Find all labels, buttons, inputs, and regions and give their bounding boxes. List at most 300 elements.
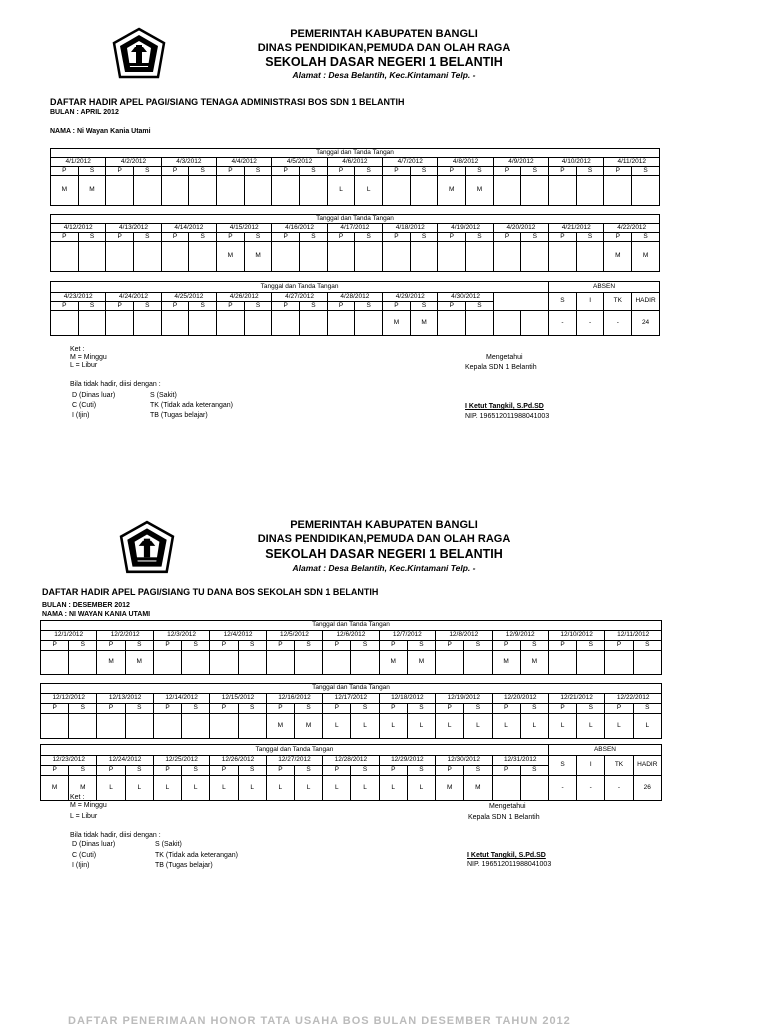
signer-name: I Ketut Tangkil, S.Pd.SD xyxy=(467,852,546,859)
mark-cell: L xyxy=(464,714,492,739)
code-tk: TK (Tidak ada keterangan) xyxy=(155,852,239,859)
mark-cell xyxy=(161,176,189,206)
pagi-label: P xyxy=(379,704,407,714)
pagi-label: P xyxy=(327,167,355,176)
siang-label: S xyxy=(182,641,210,651)
pagi-label: P xyxy=(548,704,576,714)
date-cell: 4/19/2012 xyxy=(438,224,493,233)
doc-title: DAFTAR HADIR APEL PAGI/SIANG TENAGA ADMINISTRASI BOS SDN 1 BELANTIH xyxy=(50,97,405,107)
mark-cell: L xyxy=(351,776,379,801)
mark-cell xyxy=(632,176,660,206)
gov-heading: PEMERINTAH KABUPATEN BANGLI xyxy=(290,519,478,531)
month-label: BULAN : APRIL 2012 xyxy=(50,109,119,116)
pagi-label: P xyxy=(266,704,294,714)
mark-cell: M xyxy=(266,714,294,739)
mark-cell xyxy=(238,651,266,675)
date-cell: 12/21/2012 xyxy=(548,694,604,704)
mark-cell: M xyxy=(520,651,548,675)
date-cell: 4/23/2012 xyxy=(51,293,106,302)
siang-label: S xyxy=(300,167,328,176)
ket-label: Ket : xyxy=(70,346,85,353)
mark-cell xyxy=(272,311,300,336)
mark-cell xyxy=(520,776,548,801)
date-cell: 4/8/2012 xyxy=(438,158,493,167)
date-cell: 4/16/2012 xyxy=(272,224,327,233)
pagi-label: P xyxy=(153,704,181,714)
mark-cell xyxy=(466,311,494,336)
mark-cell: M xyxy=(97,651,125,675)
siang-label: S xyxy=(182,704,210,714)
mark-cell xyxy=(300,242,328,272)
date-cell: 12/26/2012 xyxy=(210,756,266,766)
mark-cell: M xyxy=(217,242,245,272)
mark-cell: L xyxy=(266,776,294,801)
mark-cell xyxy=(244,311,272,336)
pagi-label: P xyxy=(161,233,189,242)
date-cell: 4/29/2012 xyxy=(383,293,438,302)
ket-libur: L = Libur xyxy=(70,362,98,369)
attendance-table-row3 xyxy=(40,744,662,801)
mark-cell: L xyxy=(605,714,633,739)
mark-cell: M xyxy=(407,651,435,675)
pagi-label: P xyxy=(383,302,411,311)
mark-cell xyxy=(294,651,322,675)
pagi-label: P xyxy=(493,167,521,176)
absen-value-hadir: 26 xyxy=(633,776,661,801)
pagi-label: P xyxy=(51,233,79,242)
date-cell: 12/3/2012 xyxy=(153,631,209,641)
dept-heading: DINAS PENDIDIKAN,PEMUDA DAN OLAH RAGA xyxy=(257,42,511,54)
mark-cell xyxy=(161,242,189,272)
pagi-label: P xyxy=(436,704,464,714)
pagi-label: P xyxy=(323,641,351,651)
siang-label: S xyxy=(300,233,328,242)
pagi-label: P xyxy=(41,641,69,651)
code-tb: TB (Tugas belajar) xyxy=(150,412,208,419)
mark-cell xyxy=(493,311,521,336)
siang-label: S xyxy=(238,704,266,714)
siang-label: S xyxy=(294,641,322,651)
month-label: BULAN : DESEMBER 2012 xyxy=(42,602,130,609)
date-cell: 4/28/2012 xyxy=(327,293,382,302)
mark-cell: M xyxy=(410,311,438,336)
date-cell: 12/18/2012 xyxy=(379,694,435,704)
absen-col-s: S xyxy=(548,756,576,776)
mark-cell: L xyxy=(436,714,464,739)
mark-cell: M xyxy=(125,651,153,675)
pagi-label: P xyxy=(41,766,69,776)
mark-cell xyxy=(51,311,79,336)
siang-label: S xyxy=(466,233,494,242)
absen-col-i: I xyxy=(577,756,605,776)
mark-cell: L xyxy=(327,176,355,206)
siang-label: S xyxy=(69,704,97,714)
mark-cell xyxy=(521,311,549,336)
pagi-label: P xyxy=(605,641,633,651)
mark-cell xyxy=(521,176,549,206)
pagi-label: P xyxy=(272,302,300,311)
mark-cell xyxy=(189,311,217,336)
mark-cell: L xyxy=(182,776,210,801)
siang-label: S xyxy=(576,167,604,176)
date-cell: 12/30/2012 xyxy=(436,756,492,766)
attendance-table-row1 xyxy=(40,620,662,675)
date-cell: 4/20/2012 xyxy=(493,224,548,233)
mark-cell xyxy=(605,651,633,675)
mark-cell: L xyxy=(379,776,407,801)
dept-heading: DINAS PENDIDIKAN,PEMUDA DAN OLAH RAGA xyxy=(257,533,511,545)
mark-cell xyxy=(323,651,351,675)
mark-cell: L xyxy=(294,776,322,801)
mark-cell xyxy=(134,176,162,206)
mark-cell: L xyxy=(407,714,435,739)
mark-cell xyxy=(78,242,106,272)
siang-label: S xyxy=(410,302,438,311)
siang-label: S xyxy=(189,302,217,311)
date-cell: 12/2/2012 xyxy=(97,631,153,641)
mark-cell: L xyxy=(153,776,181,801)
mengetahui-label: Mengetahui xyxy=(486,354,523,361)
siang-label: S xyxy=(351,704,379,714)
pagi-label: P xyxy=(106,233,134,242)
siang-label: S xyxy=(182,766,210,776)
mark-cell xyxy=(493,176,521,206)
mark-cell xyxy=(466,242,494,272)
date-cell: 4/27/2012 xyxy=(272,293,327,302)
pagi-label: P xyxy=(217,302,245,311)
siang-label: S xyxy=(351,641,379,651)
date-cell: 12/28/2012 xyxy=(323,756,379,766)
mark-cell xyxy=(549,242,577,272)
date-cell: 4/11/2012 xyxy=(604,158,660,167)
date-cell: 12/8/2012 xyxy=(436,631,492,641)
pagi-label: P xyxy=(272,167,300,176)
date-cell: 4/12/2012 xyxy=(51,224,106,233)
date-cell: 12/17/2012 xyxy=(323,694,379,704)
date-cell: 12/7/2012 xyxy=(379,631,435,641)
pagi-label: P xyxy=(549,233,577,242)
mark-cell xyxy=(355,242,383,272)
signer-nip: NIP. 196512011988041003 xyxy=(465,413,550,420)
pagi-label: P xyxy=(210,704,238,714)
mark-cell xyxy=(272,242,300,272)
code-ijin: I (Ijin) xyxy=(72,412,90,419)
mengetahui-label: Mengetahui xyxy=(489,803,526,810)
ket-libur: L = Libur xyxy=(70,813,98,820)
pagi-label: P xyxy=(161,167,189,176)
absen-value-hadir: 24 xyxy=(632,311,660,336)
pagi-label: P xyxy=(97,766,125,776)
tanggal-heading: Tanggal dan Tanda Tangan xyxy=(51,149,660,158)
mark-cell xyxy=(210,714,238,739)
pagi-label: P xyxy=(266,766,294,776)
siang-label: S xyxy=(69,766,97,776)
siang-label: S xyxy=(577,704,605,714)
mark-cell: M xyxy=(294,714,322,739)
pagi-label: P xyxy=(327,233,355,242)
mark-cell xyxy=(410,242,438,272)
bila-label: Bila tidak hadir, diisi dengan : xyxy=(70,381,161,388)
date-cell: 12/14/2012 xyxy=(153,694,209,704)
code-dinas: D (Dinas luar) xyxy=(72,392,116,399)
siang-label: S xyxy=(69,641,97,651)
pagi-label: P xyxy=(383,167,411,176)
siang-label: S xyxy=(294,766,322,776)
mark-cell xyxy=(217,176,245,206)
date-cell: 4/2/2012 xyxy=(106,158,161,167)
code-cuti: C (Cuti) xyxy=(72,402,97,409)
code-tk: TK (Tidak ada keterangan) xyxy=(150,402,234,409)
attendance-table-row2 xyxy=(50,214,660,272)
siang-label: S xyxy=(576,233,604,242)
mark-cell xyxy=(69,714,97,739)
date-cell: 4/9/2012 xyxy=(493,158,548,167)
date-cell: 4/24/2012 xyxy=(106,293,161,302)
siang-label: S xyxy=(238,766,266,776)
mark-cell: M xyxy=(632,242,660,272)
absen-col-i: I xyxy=(576,293,604,311)
date-cell: 12/13/2012 xyxy=(97,694,153,704)
mark-cell xyxy=(161,311,189,336)
pagi-label: P xyxy=(217,167,245,176)
mark-cell xyxy=(327,311,355,336)
pagi-label: P xyxy=(493,233,521,242)
pagi-label: P xyxy=(210,641,238,651)
siang-label: S xyxy=(355,167,383,176)
date-cell: 12/9/2012 xyxy=(492,631,548,641)
mark-cell xyxy=(182,714,210,739)
pagi-label: P xyxy=(438,167,466,176)
date-cell: 4/3/2012 xyxy=(161,158,216,167)
date-cell: 4/6/2012 xyxy=(327,158,382,167)
siang-label: S xyxy=(464,641,492,651)
siang-label: S xyxy=(351,766,379,776)
mark-cell xyxy=(548,651,576,675)
pagi-label: P xyxy=(492,704,520,714)
name-label: NAMA : NI WAYAN KANIA UTAMI xyxy=(42,611,151,618)
siang-label: S xyxy=(521,233,549,242)
siang-label: S xyxy=(577,641,605,651)
pagi-label: P xyxy=(438,233,466,242)
siang-label: S xyxy=(125,641,153,651)
siang-label: S xyxy=(134,233,162,242)
pagi-label: P xyxy=(549,167,577,176)
mark-cell: M xyxy=(438,176,466,206)
siang-label: S xyxy=(632,167,660,176)
date-cell: 12/22/2012 xyxy=(605,694,662,704)
absen-col-hadir: HADIR xyxy=(632,293,660,311)
date-cell: 4/14/2012 xyxy=(161,224,216,233)
mark-cell: M xyxy=(78,176,106,206)
mark-cell xyxy=(125,714,153,739)
mark-cell: L xyxy=(407,776,435,801)
mark-cell xyxy=(493,242,521,272)
mark-cell xyxy=(41,651,69,675)
mark-cell xyxy=(41,714,69,739)
mark-cell: M xyxy=(379,651,407,675)
mark-cell xyxy=(69,651,97,675)
pagi-label: P xyxy=(436,766,464,776)
school-heading: SEKOLAH DASAR NEGERI 1 BELANTIH xyxy=(265,55,503,69)
absen-col-hadir: HADIR xyxy=(633,756,661,776)
pagi-label: P xyxy=(548,641,576,651)
pagi-label: P xyxy=(106,302,134,311)
mark-cell xyxy=(244,176,272,206)
siang-label: S xyxy=(125,766,153,776)
absen-col-s: S xyxy=(549,293,577,311)
mark-cell xyxy=(576,242,604,272)
absen-heading: ABSEN xyxy=(548,745,661,756)
pagi-label: P xyxy=(266,641,294,651)
date-cell: 4/5/2012 xyxy=(272,158,327,167)
mark-cell: L xyxy=(238,776,266,801)
siang-label: S xyxy=(464,766,492,776)
mark-cell xyxy=(549,176,577,206)
date-cell: 4/22/2012 xyxy=(604,224,660,233)
mark-cell xyxy=(355,311,383,336)
mark-cell xyxy=(383,242,411,272)
pagi-label: P xyxy=(379,641,407,651)
kepala-label: Kepala SDN 1 Belantih xyxy=(468,814,540,821)
mark-cell xyxy=(51,242,79,272)
mark-cell: L xyxy=(97,776,125,801)
siang-label: S xyxy=(244,233,272,242)
mark-cell xyxy=(492,776,520,801)
mark-cell xyxy=(78,311,106,336)
date-cell: 12/15/2012 xyxy=(210,694,266,704)
date-cell: 12/24/2012 xyxy=(97,756,153,766)
siang-label: S xyxy=(466,302,494,311)
mark-cell xyxy=(464,651,492,675)
mark-cell xyxy=(604,176,632,206)
siang-label: S xyxy=(300,302,328,311)
date-cell: 4/7/2012 xyxy=(383,158,438,167)
pagi-label: P xyxy=(436,641,464,651)
siang-label: S xyxy=(134,167,162,176)
mark-cell xyxy=(182,651,210,675)
date-cell: 4/13/2012 xyxy=(106,224,161,233)
pagi-label: P xyxy=(106,167,134,176)
mark-cell xyxy=(577,651,605,675)
mark-cell xyxy=(438,242,466,272)
date-cell: 4/1/2012 xyxy=(51,158,106,167)
pagi-label: P xyxy=(217,233,245,242)
mark-cell xyxy=(189,242,217,272)
bila-label: Bila tidak hadir, diisi dengan : xyxy=(70,832,161,839)
date-cell: 12/4/2012 xyxy=(210,631,266,641)
mark-cell xyxy=(210,651,238,675)
mark-cell xyxy=(217,311,245,336)
date-cell: 12/11/2012 xyxy=(605,631,662,641)
siang-label: S xyxy=(134,302,162,311)
siang-label: S xyxy=(355,233,383,242)
doc-title: DAFTAR HADIR APEL PAGI/SIANG TU DANA BOS SEKOLAH SDN 1 BELANTIH xyxy=(42,587,379,597)
mark-cell: L xyxy=(323,776,351,801)
pagi-label: P xyxy=(604,167,632,176)
signer-name: I Ketut Tangkil, S.Pd.SD xyxy=(465,403,544,410)
siang-label: S xyxy=(466,167,494,176)
mark-cell xyxy=(134,242,162,272)
siang-label: S xyxy=(355,302,383,311)
mark-cell xyxy=(300,311,328,336)
mark-cell xyxy=(383,176,411,206)
date-cell: 12/19/2012 xyxy=(436,694,492,704)
pagi-label: P xyxy=(210,766,238,776)
code-cuti: C (Cuti) xyxy=(72,852,97,859)
pagi-label: P xyxy=(51,302,79,311)
attendance-table-row3 xyxy=(50,281,660,336)
mark-cell xyxy=(189,176,217,206)
date-cell: 4/21/2012 xyxy=(549,224,604,233)
mark-cell: M xyxy=(244,242,272,272)
mark-cell xyxy=(327,242,355,272)
date-cell: 12/12/2012 xyxy=(41,694,97,704)
mark-cell: L xyxy=(577,714,605,739)
siang-label: S xyxy=(407,704,435,714)
siang-label: S xyxy=(78,167,106,176)
code-sakit: S (Sakit) xyxy=(150,392,177,399)
absen-value-i: - xyxy=(577,776,605,801)
mark-cell: M xyxy=(604,242,632,272)
code-sakit: S (Sakit) xyxy=(155,841,182,848)
mark-cell xyxy=(576,176,604,206)
mark-cell: L xyxy=(355,176,383,206)
ket-label: Ket : xyxy=(70,794,85,801)
school-heading: SEKOLAH DASAR NEGERI 1 BELANTIH xyxy=(265,547,503,561)
date-cell: 12/16/2012 xyxy=(266,694,322,704)
date-cell: 4/30/2012 xyxy=(438,293,493,302)
pagi-label: P xyxy=(323,766,351,776)
mark-cell xyxy=(410,176,438,206)
pagi-label: P xyxy=(97,704,125,714)
mark-cell: L xyxy=(323,714,351,739)
mark-cell: M xyxy=(383,311,411,336)
gov-heading: PEMERINTAH KABUPATEN BANGLI xyxy=(290,28,478,40)
address-line: Alamat : Desa Belantih, Kec.Kintamani Telp. - xyxy=(292,70,476,80)
mark-cell: L xyxy=(520,714,548,739)
date-cell: 12/31/2012 xyxy=(492,756,548,766)
absen-value-tk: - xyxy=(604,311,632,336)
address-line: Alamat : Desa Belantih, Kec.Kintamani Telp. - xyxy=(292,563,476,573)
date-cell: 4/26/2012 xyxy=(217,293,272,302)
mark-cell xyxy=(153,651,181,675)
pagi-label: P xyxy=(97,641,125,651)
pagi-label: P xyxy=(323,704,351,714)
siang-label: S xyxy=(632,233,660,242)
mark-cell xyxy=(106,242,134,272)
siang-label: S xyxy=(238,641,266,651)
blank-cell xyxy=(493,293,548,311)
date-cell: 12/10/2012 xyxy=(548,631,604,641)
siang-label: S xyxy=(633,704,661,714)
tanggal-heading: Tanggal dan Tanda Tangan xyxy=(41,745,549,756)
date-cell: 12/6/2012 xyxy=(323,631,379,641)
absen-value-s: - xyxy=(549,311,577,336)
mark-cell xyxy=(351,651,379,675)
mark-cell xyxy=(436,651,464,675)
date-cell: 12/1/2012 xyxy=(41,631,97,641)
siang-label: S xyxy=(410,233,438,242)
siang-label: S xyxy=(407,766,435,776)
absen-col-tk: TK xyxy=(604,293,632,311)
attendance-table-row2 xyxy=(40,683,662,739)
siang-label: S xyxy=(520,704,548,714)
date-cell: 12/5/2012 xyxy=(266,631,322,641)
code-dinas: D (Dinas luar) xyxy=(72,841,116,848)
mark-cell xyxy=(300,176,328,206)
mark-cell xyxy=(272,176,300,206)
mark-cell xyxy=(438,311,466,336)
